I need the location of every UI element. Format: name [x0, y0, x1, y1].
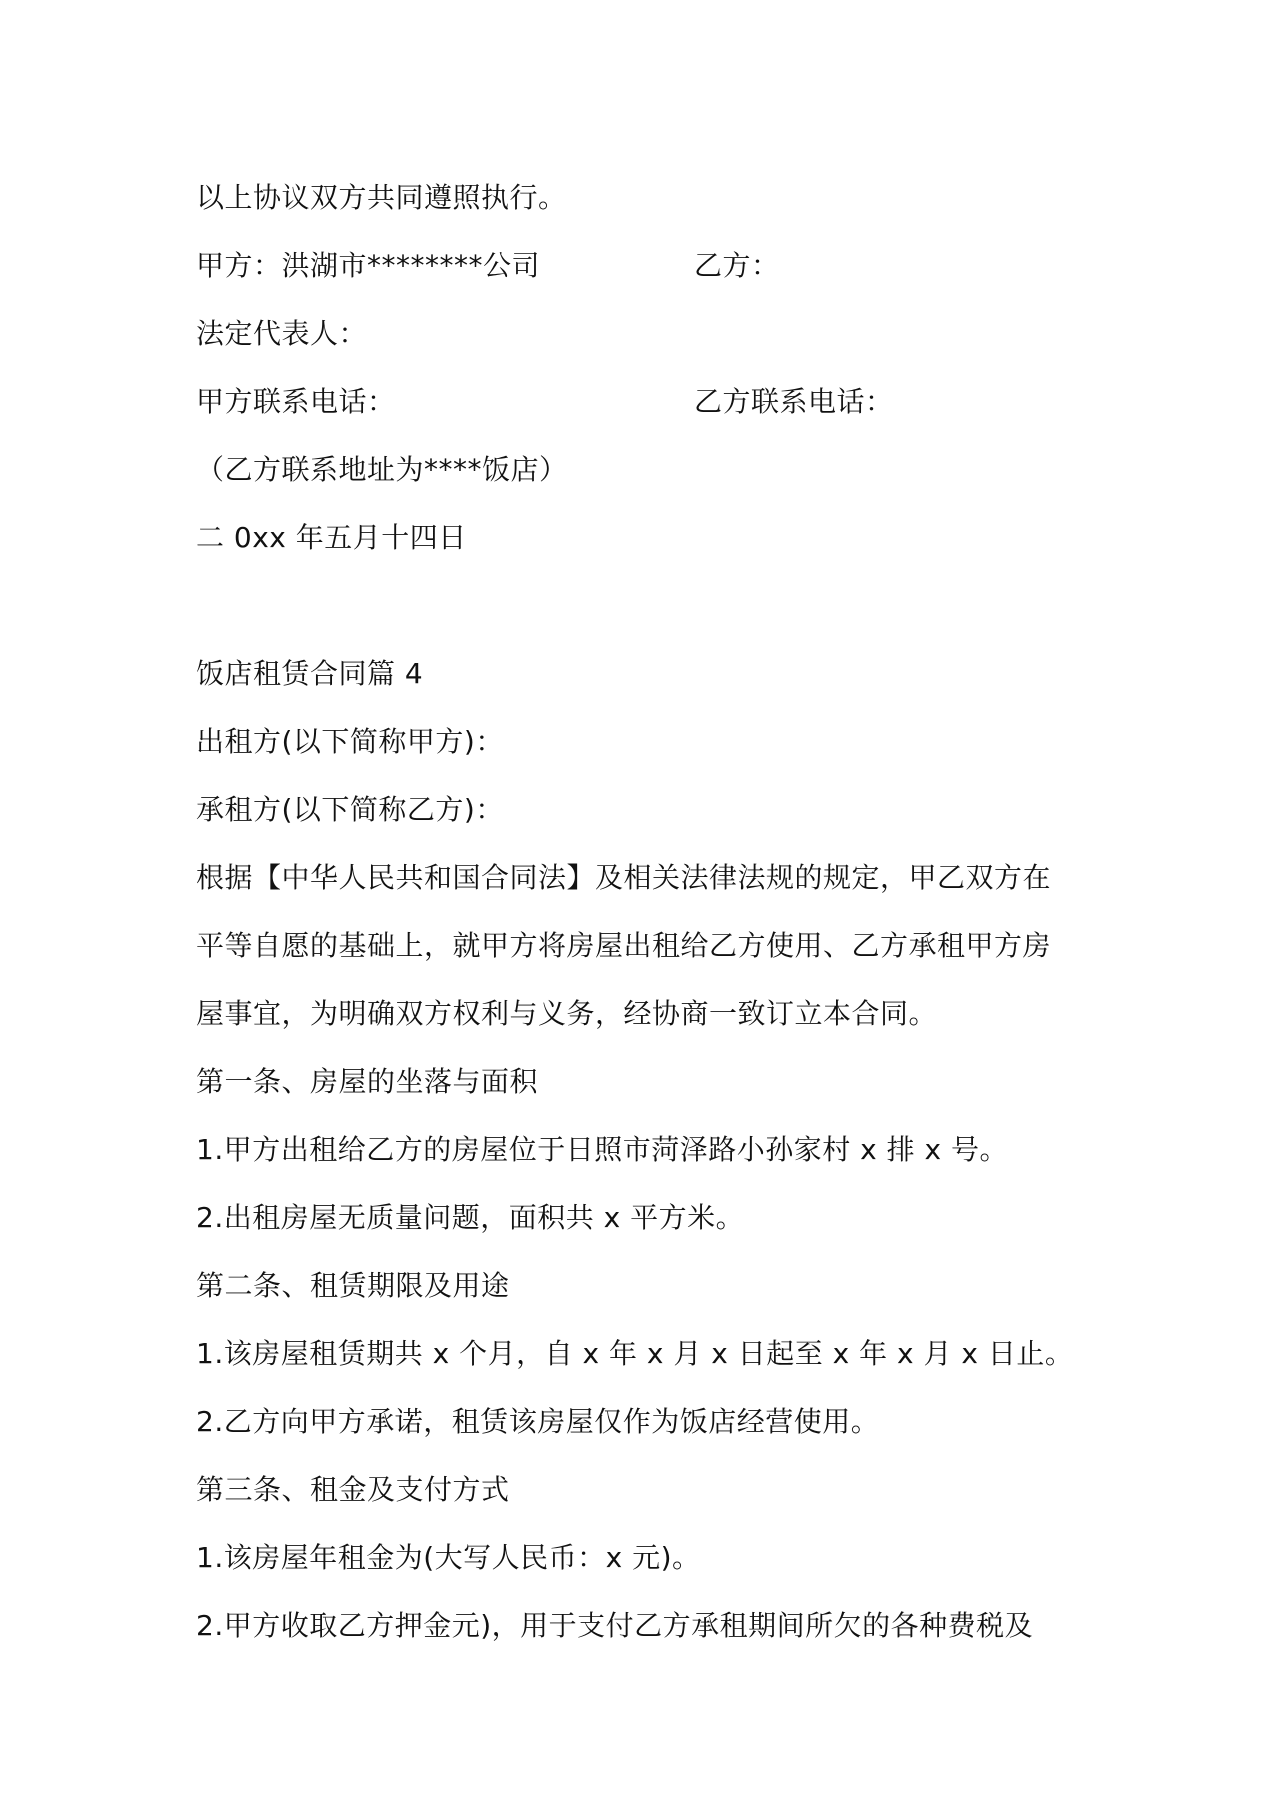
lessee-line: 承租方(以下简称乙方)：: [196, 793, 504, 826]
party-a-signature: 甲方：洪湖市********公司: [196, 249, 541, 282]
document-page: [196, 164, 1126, 1660]
signature-row: [196, 232, 1126, 300]
phone-row: [196, 368, 1126, 436]
article-3-item: 1.该房屋年租金为(大写人民币：x 元)。: [196, 1541, 701, 1574]
section-spacer: [196, 572, 1126, 640]
article-1-item: 2.出租房屋无质量问题，面积共 x 平方米。: [196, 1201, 745, 1234]
article-3-item: 2.甲方收取乙方押金元)，用于支付乙方承租期间所欠的各种费税及: [196, 1609, 1034, 1642]
party-b-address-note: （乙方联系地址为****饭店）: [196, 453, 568, 486]
legal-representative: 法定代表人：: [196, 317, 368, 350]
article-2-item: 1.该房屋租赁期共 x 个月，自 x 年 x 月 x 日起至 x 年 x 月 x 日止。: [196, 1337, 1074, 1370]
article-2-item: 2.乙方向甲方承诺，租赁该房屋仅作为饭店经营使用。: [196, 1405, 880, 1438]
party-b-signature: 乙方：: [694, 249, 780, 282]
contract-title: 饭店租赁合同篇 4: [196, 657, 424, 690]
signing-date: 二 0xx 年五月十四日: [196, 521, 467, 554]
party-a-phone: 甲方联系电话：: [196, 385, 396, 418]
preamble-line: 屋事宜，为明确双方权利与义务，经协商一致订立本合同。: [196, 997, 938, 1030]
article-1-item: 1.甲方出租给乙方的房屋位于日照市菏泽路小孙家村 x 排 x 号。: [196, 1133, 1008, 1166]
preamble-line: 根据【中华人民共和国合同法】及相关法律法规的规定，甲乙双方在: [196, 861, 1052, 894]
article-2-heading: 第二条、租赁期限及用途: [196, 1269, 510, 1302]
article-1-heading: 第一条、房屋的坐落与面积: [196, 1065, 539, 1098]
lessor-line: 出租方(以下简称甲方)：: [196, 725, 504, 758]
preamble-line: 平等自愿的基础上，就甲方将房屋出租给乙方使用、乙方承租甲方房: [196, 929, 1052, 962]
party-b-phone: 乙方联系电话：: [694, 385, 894, 418]
article-3-heading: 第三条、租金及支付方式: [196, 1473, 510, 1506]
closing-statement: 以上协议双方共同遵照执行。: [196, 181, 567, 214]
